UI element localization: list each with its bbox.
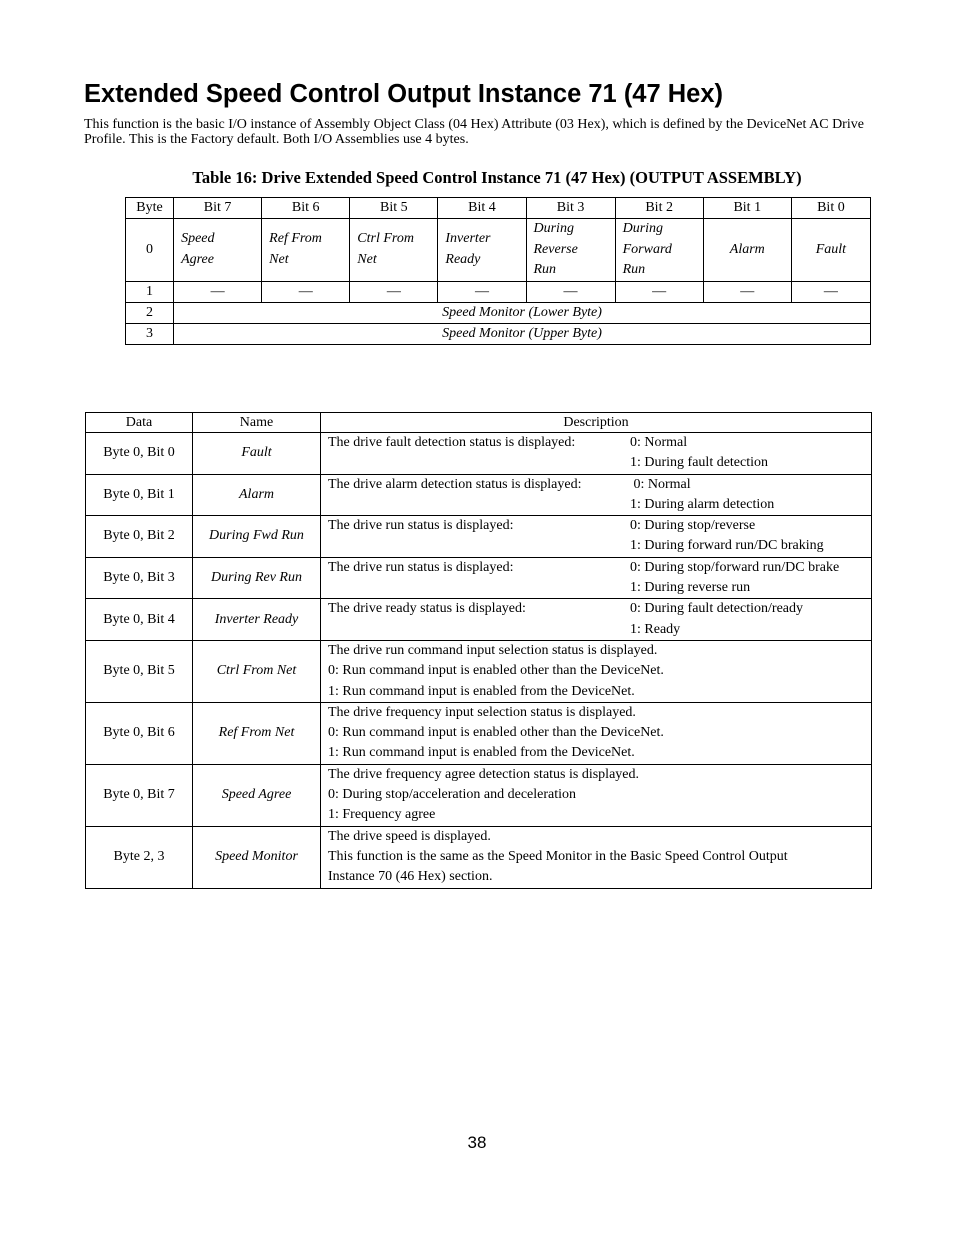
description-text: Instance 70 (46 Hex) section. xyxy=(328,869,493,885)
table-row-byte-3 xyxy=(126,323,871,344)
byte-value: Speed Monitor (Lower Byte) xyxy=(174,302,871,323)
table-header-row xyxy=(86,413,872,433)
page-title: Extended Speed Control Output Instance 71 (47 Hex) xyxy=(84,80,724,108)
name-cell: Speed Agree xyxy=(193,764,321,826)
name-cell: Speed Monitor xyxy=(193,826,321,888)
header-cell: Data xyxy=(86,413,193,433)
table-row xyxy=(86,433,872,475)
header-cell: Bit 1 xyxy=(703,198,791,219)
bit-cell: — xyxy=(174,281,262,302)
header-cell: Bit 4 xyxy=(438,198,526,219)
bit-text: Speed xyxy=(181,231,215,247)
data-cell: Byte 0, Bit 1 xyxy=(86,474,193,516)
description-cell xyxy=(321,516,872,558)
table-row xyxy=(86,599,872,641)
header-cell: Bit 0 xyxy=(791,198,870,219)
data-cell: Byte 2, 3 xyxy=(86,826,193,888)
bit-text: Forward xyxy=(622,241,672,257)
value-text: 0: During stop/reverse xyxy=(630,518,756,534)
bit-cell: — xyxy=(438,281,526,302)
description-text: 1: Run command input is enabled from the DeviceNet. xyxy=(328,745,635,761)
name-cell: Alarm xyxy=(193,474,321,516)
description-text: The drive alarm detection status is displayed: xyxy=(328,476,582,492)
header-cell: Bit 6 xyxy=(262,198,350,219)
byte-label: 3 xyxy=(126,323,174,344)
table-row xyxy=(86,764,872,826)
bit-cell: — xyxy=(350,281,438,302)
bit-cell xyxy=(350,219,438,282)
table-row xyxy=(86,516,872,558)
header-cell: Description xyxy=(321,413,872,433)
table-row xyxy=(86,557,872,599)
description-cell xyxy=(321,433,872,475)
bit-cell xyxy=(174,219,262,282)
value-text: 1: During fault detection xyxy=(630,455,769,471)
name-cell: Fault xyxy=(193,433,321,475)
bit-cell xyxy=(438,219,526,282)
value-text: 1: During reverse run xyxy=(630,580,751,596)
table-row xyxy=(86,826,872,888)
header-cell: Bit 5 xyxy=(350,198,438,219)
description-text: 0: Run command input is enabled other than the DeviceNet. xyxy=(328,663,664,679)
data-cell: Byte 0, Bit 4 xyxy=(86,599,193,641)
table-row-byte-2 xyxy=(126,302,871,323)
description-cell xyxy=(321,640,872,702)
bit-text: Ctrl From xyxy=(357,231,414,247)
header-cell: Byte xyxy=(126,198,174,219)
byte-value: Speed Monitor (Upper Byte) xyxy=(174,323,871,344)
description-table xyxy=(85,412,872,889)
name-cell: During Rev Run xyxy=(193,557,321,599)
data-cell: Byte 0, Bit 2 xyxy=(86,516,193,558)
byte-label: 1 xyxy=(126,281,174,302)
description-text: 0: During stop/acceleration and deceleration xyxy=(328,787,577,803)
bit-cell: — xyxy=(703,281,791,302)
header-cell: Bit 2 xyxy=(615,198,703,219)
bit-cell: — xyxy=(526,281,615,302)
table-caption: Table 16: Drive Extended Speed Control Instance 71 (47 Hex) (OUTPUT ASSEMBLY) xyxy=(192,168,802,187)
bit-text: During xyxy=(533,221,574,236)
description-cell xyxy=(321,599,872,641)
data-cell: Byte 0, Bit 3 xyxy=(86,557,193,599)
header-cell: Bit 7 xyxy=(174,198,262,219)
table-row-byte-1 xyxy=(126,281,871,302)
description-text: This function is the same as the Speed Monitor in the Basic Speed Control Output xyxy=(328,848,788,864)
table-row-byte-0 xyxy=(126,219,871,282)
name-cell: Ref From Net xyxy=(193,702,321,764)
value-text: 1: During forward run/DC braking xyxy=(630,538,824,554)
bit-cell xyxy=(262,219,350,282)
description-text: The drive frequency agree detection status is displayed. xyxy=(328,766,639,782)
page-number: 38 xyxy=(467,1133,487,1152)
header-cell: Name xyxy=(193,413,321,433)
data-cell: Byte 0, Bit 0 xyxy=(86,433,193,475)
description-text: The drive ready status is displayed: xyxy=(328,601,526,617)
description-text: The drive run status is displayed: xyxy=(328,559,514,575)
bit-text: Reverse xyxy=(533,241,578,257)
description-cell xyxy=(321,702,872,764)
intro-paragraph: This function is the basic I/O instance of Assembly Object Class (04 Hex) Attribute (03 Hex), which is defined by the DeviceNet AC Drive Profile. This is the Factory default. Both I/O Assemblies use 4 bytes. xyxy=(84,117,864,147)
description-cell xyxy=(321,826,872,888)
value-text: 0: Normal xyxy=(630,476,691,492)
value-text: 0: During stop/forward run/DC brake xyxy=(630,559,840,575)
name-cell: Ctrl From Net xyxy=(193,640,321,702)
bit-cell: Fault xyxy=(791,219,870,282)
description-text: The drive speed is displayed. xyxy=(328,828,491,844)
description-text: The drive run command input selection status is displayed. xyxy=(328,642,658,658)
bit-cell: — xyxy=(791,281,870,302)
data-cell: Byte 0, Bit 6 xyxy=(86,702,193,764)
bit-text: Ready xyxy=(445,251,481,267)
description-cell xyxy=(321,764,872,826)
name-cell: During Fwd Run xyxy=(193,516,321,558)
table-header-row xyxy=(126,198,871,219)
bit-text: Agree xyxy=(181,251,214,267)
bit-cell: Alarm xyxy=(703,219,791,282)
description-text: 0: Run command input is enabled other than the DeviceNet. xyxy=(328,725,664,741)
bit-cell xyxy=(615,219,703,282)
value-text: 1: During alarm detection xyxy=(630,496,775,512)
value-text: 0: During fault detection/ready xyxy=(630,601,803,617)
byte-label: 2 xyxy=(126,302,174,323)
bit-text: Inverter xyxy=(445,231,491,247)
description-text: 1: Frequency agree xyxy=(328,807,436,823)
table-row xyxy=(86,640,872,702)
bit-text: Run xyxy=(533,262,557,277)
output-assembly-table xyxy=(125,197,871,345)
value-text: 0: Normal xyxy=(630,435,688,450)
bit-cell xyxy=(526,219,615,282)
description-cell xyxy=(321,474,872,516)
description-text: The drive fault detection status is displayed: xyxy=(328,435,576,450)
data-cell: Byte 0, Bit 5 xyxy=(86,640,193,702)
bit-cell: — xyxy=(262,281,350,302)
bit-text: Ref From xyxy=(269,231,322,247)
description-cell xyxy=(321,557,872,599)
description-text: The drive frequency input selection status is displayed. xyxy=(328,704,636,720)
header-cell: Bit 3 xyxy=(526,198,615,219)
data-cell: Byte 0, Bit 7 xyxy=(86,764,193,826)
bit-text: During xyxy=(622,221,664,236)
bit-text: Net xyxy=(269,251,289,267)
bit-text: Net xyxy=(357,251,377,267)
bit-text: Run xyxy=(622,262,646,277)
description-text: 1: Run command input is enabled from the DeviceNet. xyxy=(328,683,635,699)
table-row xyxy=(86,474,872,516)
name-cell: Inverter Ready xyxy=(193,599,321,641)
description-text: The drive run status is displayed: xyxy=(328,518,514,534)
byte-label: 0 xyxy=(126,219,174,282)
value-text: 1: Ready xyxy=(630,621,681,637)
bit-cell: — xyxy=(615,281,703,302)
table-row xyxy=(86,702,872,764)
